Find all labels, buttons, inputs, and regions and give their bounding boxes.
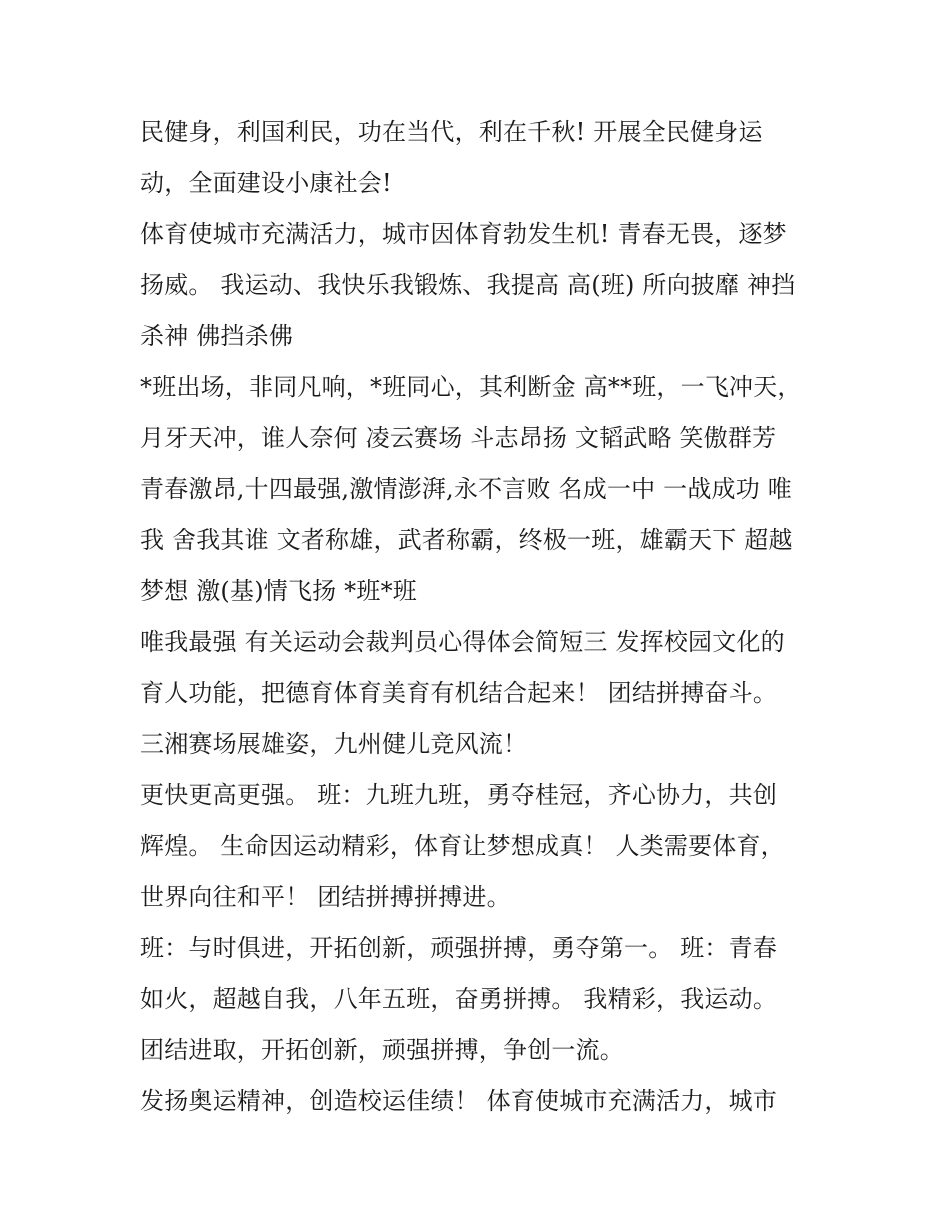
text-line: 班：与时俱进，开拓创新，顽强拼搏，勇夺第一。 班：青春 (140, 934, 778, 962)
text-line: 杀神 佛挡杀佛 (140, 322, 294, 350)
text-line: 民健身，利国利民，功在当代，利在千秋! 开展全民健身运 (140, 118, 763, 146)
text-line: 世界向往和平！ 团结拼搏拼搏进。 (140, 883, 511, 911)
text-line: 青春激昂,十四最强,激情澎湃,永不言败 名成一中 一战成功 唯 (140, 475, 792, 503)
text-line: 月牙天冲，谁人奈何 凌云赛场 斗志昂扬 文韬武略 笑傲群芳 (140, 424, 777, 452)
text-line: 梦想 激(基)情飞扬 *班*班 (140, 577, 417, 605)
text-line: 动，全面建设小康社会! (140, 169, 392, 197)
text-line: 体育使城市充满活力，城市因体育勃发生机! 青春无畏，逐梦 (140, 220, 787, 248)
text-line: 如火，超越自我，八年五班，奋勇拼搏。 我精彩，我运动。 (140, 985, 778, 1013)
text-line: 扬威。 我运动、我快乐我锻炼、我提高 高(班) 所向披靡 神挡 (140, 271, 796, 299)
text-line: 育人功能，把德育体育美育有机结合起来！ 团结拼搏奋斗。 (140, 679, 778, 707)
text-line: 三湘赛场展雄姿，九州健儿竞风流！ (140, 730, 528, 758)
text-line: 发扬奥运精神，创造校运佳绩！ 体育使城市充满活力，城市 (140, 1087, 778, 1115)
text-line: 唯我最强 有关运动会裁判员心得体会简短三 发挥校园文化的 (140, 628, 785, 656)
document-body (140, 107, 830, 1127)
text-line: 我 舍我其谁 文者称雄，武者称霸，终极一班，雄霸天下 超越 (140, 526, 793, 554)
text-line: 辉煌。 生命因运动精彩，体育让梦想成真！ 人类需要体育， (140, 832, 785, 860)
text-line: 更快更高更强。 班：九班九班，勇夺桂冠，齐心协力，共创 (140, 781, 778, 809)
text-line: 团结进取，开拓创新，顽强拼搏，争创一流。 (140, 1036, 624, 1064)
text-line: *班出场，非同凡响，*班同心，其利断金 高**班，一飞冲天， (140, 373, 802, 401)
